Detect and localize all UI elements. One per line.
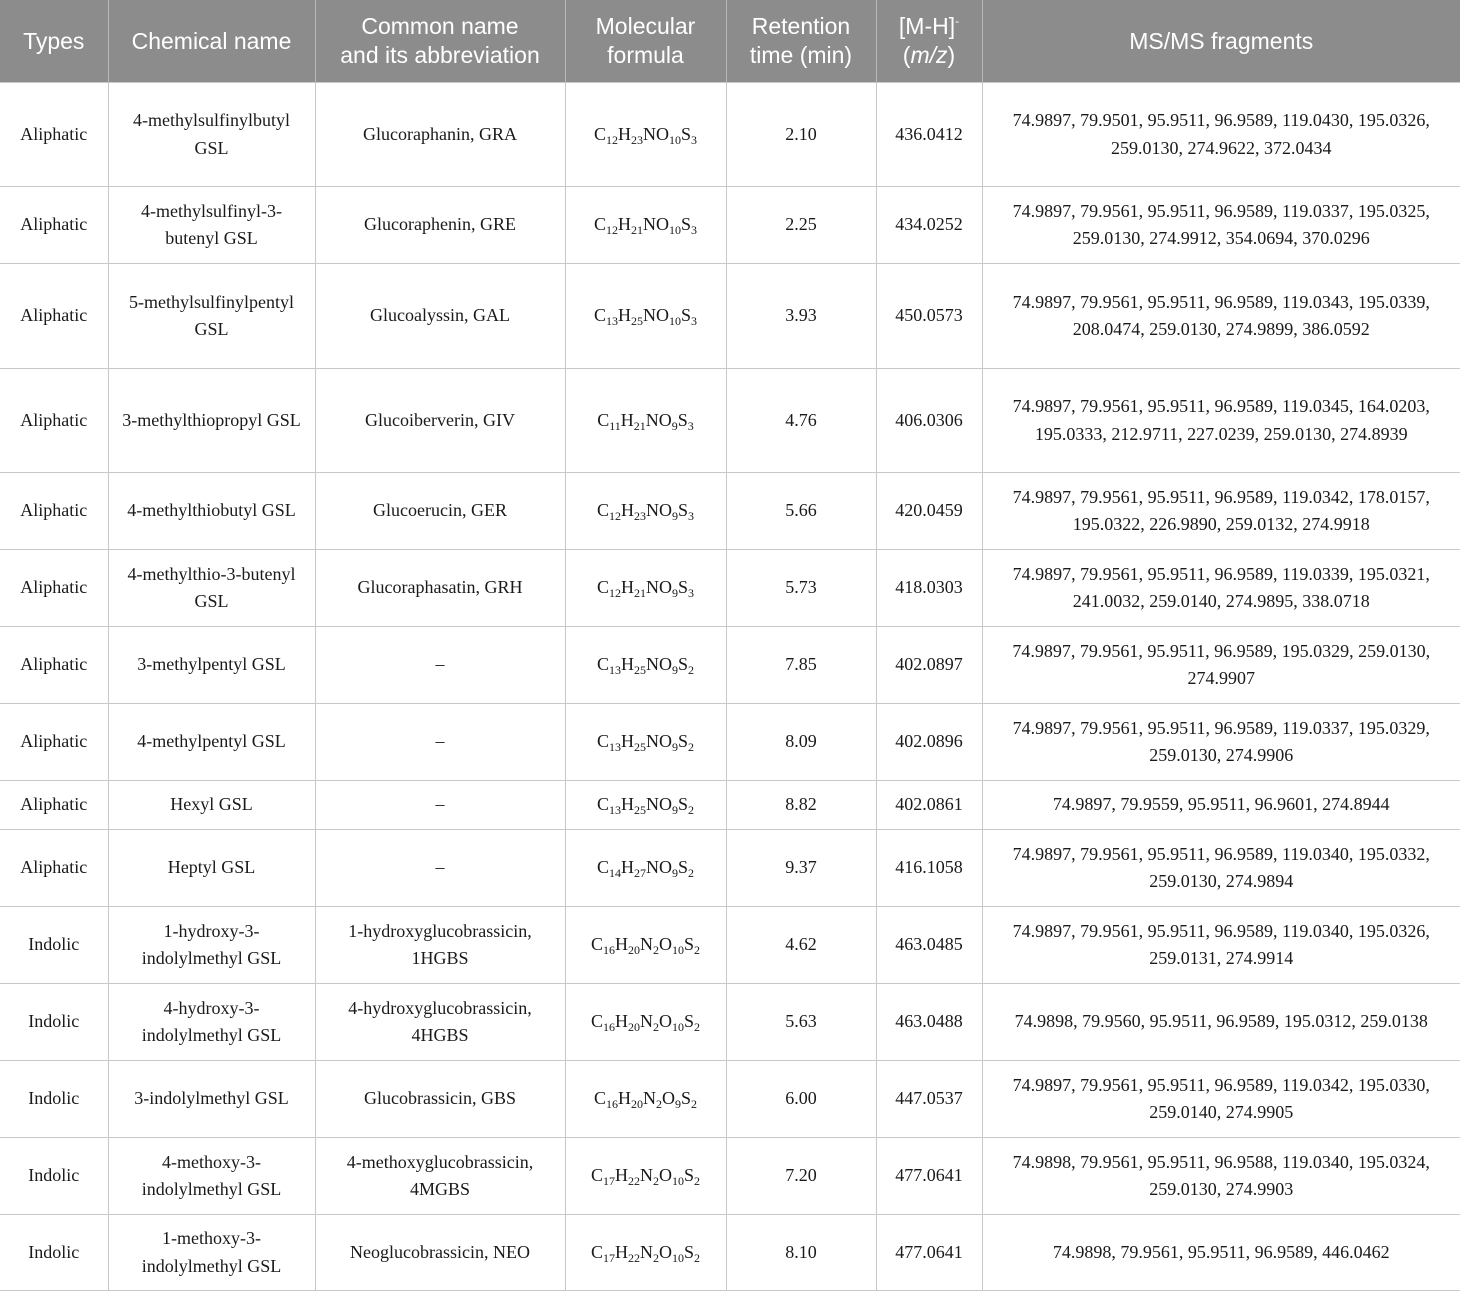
cell-chemical-name: 3-indolylmethyl GSL	[108, 1061, 315, 1138]
cell-chemical-name: 1-methoxy-3-indolylmethyl GSL	[108, 1215, 315, 1291]
cell-chemical-name: 1-hydroxy-3-indolylmethyl GSL	[108, 907, 315, 984]
header-fragments-label: MS/MS fragments	[1129, 27, 1314, 54]
cell-common-name: 4-hydroxyglucobrassicin, 4HGBS	[315, 984, 565, 1061]
header-formula-line1: Molecular	[595, 13, 696, 39]
cell-formula: $C_{13}H_{25}NO_{10}S_3$	[565, 264, 726, 369]
cell-retention-time: 8.10	[726, 1215, 876, 1291]
cell-fragments: 74.9897, 79.9561, 95.9511, 96.9589, 119.0342, 195.0330, 259.0140, 274.9905	[982, 1061, 1460, 1138]
cell-retention-time: 4.76	[726, 369, 876, 473]
header-mz: [M-H]- (m/z)	[876, 0, 982, 83]
cell-mz: 434.0252	[876, 187, 982, 264]
table-row	[0, 907, 1460, 984]
cell-retention-time: 7.85	[726, 627, 876, 704]
cell-mz: 406.0306	[876, 369, 982, 473]
cell-common-name: Glucoraphanin, GRA	[315, 83, 565, 187]
cell-chemical-name: Heptyl GSL	[108, 830, 315, 907]
cell-type: Indolic	[0, 907, 108, 984]
header-types-label: Types	[23, 27, 85, 54]
cell-common-name: –	[315, 627, 565, 704]
table-row	[0, 473, 1460, 550]
cell-retention-time: 5.73	[726, 550, 876, 627]
cell-common-name: Glucoraphasatin, GRH	[315, 550, 565, 627]
table-body	[0, 83, 1460, 1291]
cell-formula: $C_{12}H_{21}NO_{10}S_3$	[565, 187, 726, 264]
cell-common-name: Glucoiberverin, GIV	[315, 369, 565, 473]
header-mz-label: m/z	[910, 42, 948, 68]
cell-formula: $C_{13}H_{25}NO_9S_2$	[565, 781, 726, 830]
table-row	[0, 1215, 1460, 1291]
cell-chemical-name: 3-methylthiopropyl GSL	[108, 369, 315, 473]
header-mh-label: [M-H]	[898, 13, 956, 39]
header-common-name-line2: and its abbreviation	[340, 42, 540, 68]
cell-fragments: 74.9898, 79.9561, 95.9511, 96.9588, 119.0340, 195.0324, 259.0130, 274.9903	[982, 1138, 1460, 1215]
cell-common-name: Glucoraphenin, GRE	[315, 187, 565, 264]
cell-retention-time: 5.66	[726, 473, 876, 550]
cell-mz: 477.0641	[876, 1138, 982, 1215]
cell-fragments: 74.9897, 79.9561, 95.9511, 96.9589, 119.0337, 195.0325, 259.0130, 274.9912, 354.0694, 370.0296	[982, 187, 1460, 264]
cell-formula: $C_{12}H_{23}NO_9S_3$	[565, 473, 726, 550]
header-fragments	[982, 0, 1460, 83]
table-row	[0, 550, 1460, 627]
header-types	[0, 0, 108, 83]
table-row	[0, 830, 1460, 907]
cell-formula: $C_{13}H_{25}NO_9S_2$	[565, 627, 726, 704]
cell-fragments: 74.9898, 79.9561, 95.9511, 96.9589, 446.0462	[982, 1215, 1460, 1291]
cell-mz: 416.1058	[876, 830, 982, 907]
cell-chemical-name: 4-methylpentyl GSL	[108, 704, 315, 781]
cell-common-name: Neoglucobrassicin, NEO	[315, 1215, 565, 1291]
cell-common-name: –	[315, 704, 565, 781]
cell-type: Indolic	[0, 1061, 108, 1138]
cell-type: Aliphatic	[0, 83, 108, 187]
cell-chemical-name: 4-methylthio-3-butenyl GSL	[108, 550, 315, 627]
table-row	[0, 781, 1460, 830]
table-row	[0, 704, 1460, 781]
cell-formula: $C_{11}H_{21}NO_9S_3$	[565, 369, 726, 473]
cell-retention-time: 8.09	[726, 704, 876, 781]
cell-formula: $C_{13}H_{25}NO_9S_2$	[565, 704, 726, 781]
cell-fragments: 74.9897, 79.9559, 95.9511, 96.9601, 274.8944	[982, 781, 1460, 830]
table-row	[0, 369, 1460, 473]
cell-common-name: Glucoalyssin, GAL	[315, 264, 565, 369]
cell-common-name: Glucobrassicin, GBS	[315, 1061, 565, 1138]
cell-retention-time: 2.25	[726, 187, 876, 264]
cell-chemical-name: 4-methylsulfinylbutyl GSL	[108, 83, 315, 187]
cell-formula: $C_{12}H_{21}NO_9S_3$	[565, 550, 726, 627]
cell-fragments: 74.9897, 79.9561, 95.9511, 96.9589, 119.0345, 164.0203, 195.0333, 212.9711, 227.0239, 259.0130, 274.8939	[982, 369, 1460, 473]
cell-chemical-name: 4-hydroxy-3-indolylmethyl GSL	[108, 984, 315, 1061]
cell-formula: $C_{16}H_{20}N_2O_{10}S_2$	[565, 907, 726, 984]
cell-chemical-name: Hexyl GSL	[108, 781, 315, 830]
cell-type: Aliphatic	[0, 704, 108, 781]
header-mh-sup: -	[955, 14, 960, 28]
cell-mz: 463.0485	[876, 907, 982, 984]
cell-mz: 447.0537	[876, 1061, 982, 1138]
cell-common-name: –	[315, 830, 565, 907]
cell-formula: $C_{12}H_{23}NO_{10}S_3$	[565, 83, 726, 187]
table-row	[0, 1061, 1460, 1138]
cell-mz: 402.0861	[876, 781, 982, 830]
cell-mz: 463.0488	[876, 984, 982, 1061]
header-chemical-name-label: Chemical name	[131, 27, 292, 54]
table-row	[0, 264, 1460, 369]
header-chemical-name	[108, 0, 315, 83]
cell-mz: 418.0303	[876, 550, 982, 627]
cell-type: Aliphatic	[0, 369, 108, 473]
cell-mz: 402.0897	[876, 627, 982, 704]
cell-fragments: 74.9898, 79.9560, 95.9511, 96.9589, 195.0312, 259.0138	[982, 984, 1460, 1061]
cell-retention-time: 2.10	[726, 83, 876, 187]
header-retention-label: Retention time (min)	[749, 13, 853, 68]
cell-retention-time: 9.37	[726, 830, 876, 907]
cell-type: Aliphatic	[0, 830, 108, 907]
cell-type: Aliphatic	[0, 187, 108, 264]
cell-mz: 436.0412	[876, 83, 982, 187]
cell-fragments: 74.9897, 79.9561, 95.9511, 96.9589, 119.0342, 178.0157, 195.0322, 226.9890, 259.0132, 274.9918	[982, 473, 1460, 550]
cell-fragments: 74.9897, 79.9561, 95.9511, 96.9589, 195.0329, 259.0130, 274.9907	[982, 627, 1460, 704]
cell-type: Aliphatic	[0, 473, 108, 550]
cell-common-name: 4-methoxyglucobrassicin, 4MGBS	[315, 1138, 565, 1215]
table-row	[0, 984, 1460, 1061]
cell-formula: $C_{16}H_{20}N_2O_9S_2$	[565, 1061, 726, 1138]
cell-mz: 402.0896	[876, 704, 982, 781]
header-common-name	[315, 0, 565, 83]
cell-common-name: Glucoerucin, GER	[315, 473, 565, 550]
cell-fragments: 74.9897, 79.9561, 95.9511, 96.9589, 119.0340, 195.0326, 259.0131, 274.9914	[982, 907, 1460, 984]
table-row	[0, 1138, 1460, 1215]
cell-fragments: 74.9897, 79.9561, 95.9511, 96.9589, 119.0339, 195.0321, 241.0032, 259.0140, 274.9895, 338.0718	[982, 550, 1460, 627]
cell-formula: $C_{17}H_{22}N_2O_{10}S_2$	[565, 1138, 726, 1215]
table-row	[0, 187, 1460, 264]
cell-formula: $C_{14}H_{27}NO_9S_2$	[565, 830, 726, 907]
cell-retention-time: 5.63	[726, 984, 876, 1061]
cell-retention-time: 3.93	[726, 264, 876, 369]
cell-common-name: –	[315, 781, 565, 830]
table-header	[0, 0, 1460, 83]
cell-fragments: 74.9897, 79.9561, 95.9511, 96.9589, 119.0340, 195.0332, 259.0130, 274.9894	[982, 830, 1460, 907]
cell-chemical-name: 4-methylsulfinyl-3-butenyl GSL	[108, 187, 315, 264]
cell-type: Aliphatic	[0, 264, 108, 369]
cell-retention-time: 7.20	[726, 1138, 876, 1215]
cell-fragments: 74.9897, 79.9501, 95.9511, 96.9589, 119.0430, 195.0326, 259.0130, 274.9622, 372.0434	[982, 83, 1460, 187]
cell-type: Indolic	[0, 1138, 108, 1215]
header-formula	[565, 0, 726, 83]
header-retention	[726, 0, 876, 83]
cell-chemical-name: 3-methylpentyl GSL	[108, 627, 315, 704]
cell-mz: 450.0573	[876, 264, 982, 369]
cell-type: Aliphatic	[0, 781, 108, 830]
cell-retention-time: 8.82	[726, 781, 876, 830]
cell-type: Indolic	[0, 984, 108, 1061]
cell-common-name: 1-hydroxyglucobrassicin, 1HGBS	[315, 907, 565, 984]
cell-mz: 477.0641	[876, 1215, 982, 1291]
table-row	[0, 627, 1460, 704]
cell-retention-time: 6.00	[726, 1061, 876, 1138]
cell-fragments: 74.9897, 79.9561, 95.9511, 96.9589, 119.0343, 195.0339, 208.0474, 259.0130, 274.9899, 386.0592	[982, 264, 1460, 369]
cell-type: Aliphatic	[0, 550, 108, 627]
table-row	[0, 83, 1460, 187]
cell-type: Aliphatic	[0, 627, 108, 704]
cell-retention-time: 4.62	[726, 907, 876, 984]
cell-chemical-name: 5-methylsulfinylpentyl GSL	[108, 264, 315, 369]
header-common-name-line1: Common name	[361, 13, 519, 39]
header-formula-line2: formula	[607, 42, 684, 68]
cell-chemical-name: 4-methoxy-3-indolylmethyl GSL	[108, 1138, 315, 1215]
cell-formula: $C_{16}H_{20}N_2O_{10}S_2$	[565, 984, 726, 1061]
cell-mz: 420.0459	[876, 473, 982, 550]
cell-type: Indolic	[0, 1215, 108, 1291]
cell-formula: $C_{17}H_{22}N_2O_{10}S_2$	[565, 1215, 726, 1291]
cell-chemical-name: 4-methylthiobutyl GSL	[108, 473, 315, 550]
header-row	[0, 0, 1460, 83]
cell-fragments: 74.9897, 79.9561, 95.9511, 96.9589, 119.0337, 195.0329, 259.0130, 274.9906	[982, 704, 1460, 781]
